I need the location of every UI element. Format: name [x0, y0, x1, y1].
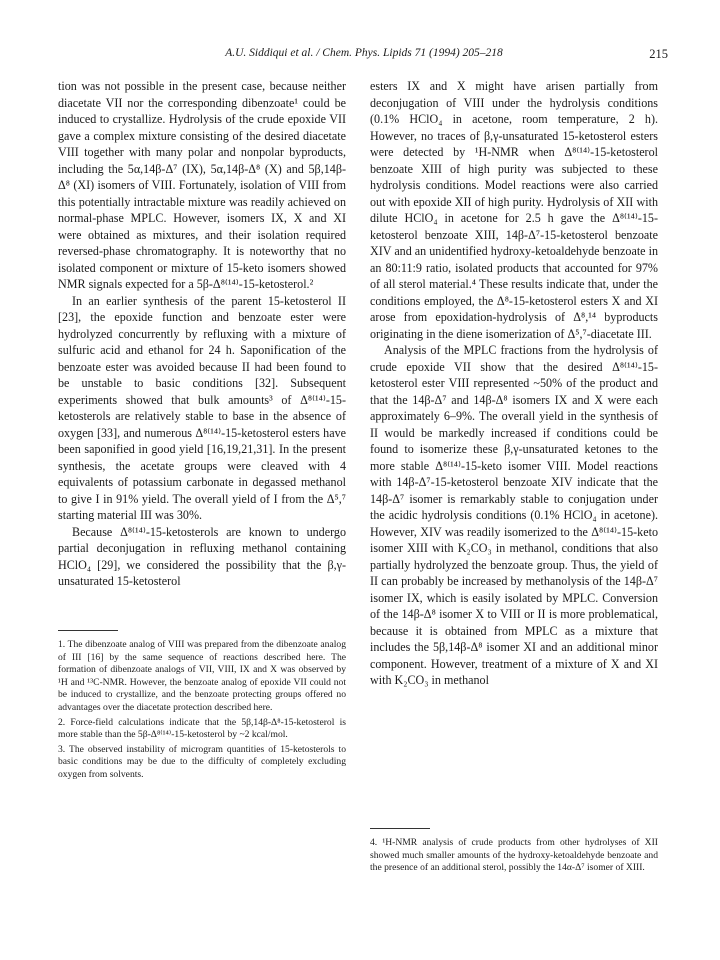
paragraph: esters IX and X might have arisen partially from deconjugation of VIII under the hydrolysis conditions (0.1% HClO₄ in acetone, room temperature, 2 h). However, no traces of β,γ-unsaturated 15-ketosterol esters were detected by ¹H-NMR when Δ⁸⁽¹⁴⁾-15-ketosterol benzoate XIII of high purity was subjected to these hydrolysis conditions. Model reactions were also carried out with epoxide XII of high purity. Hydrolysis of XII with dilute HClO₄ in acetone for 2.5 h gave the Δ⁸⁽¹⁴⁾-15-ketosterol benzoate XIII, 14β-Δ⁷-15-ketosterol benzoate XIV and an unidentified hydroxy-ketoaldehyde benzoate in an 80:11:9 ratio, isolated products that accounted for 97% of all sterol material.⁴ These results indicate that, under the conditions employed, the Δ⁸-15-ketosterol esters X and XI arose from epoxidation-hydrolysis of Δ⁸,¹⁴ byproducts originating in the diene isomerization of Δ⁵,⁷-diacetate III.: [370, 79, 658, 341]
page-header: [60, 47, 668, 65]
left-footnotes: [58, 620, 346, 784]
footnote-rule: [58, 630, 118, 631]
right-column: [370, 78, 658, 689]
footnote-rule: [370, 828, 430, 829]
paragraph: Because Δ⁸⁽¹⁴⁾-15-ketosterols are known to undergo partial deconjugation in refluxing methanol containing HClO₄ [29], we considered the possibility that the β,γ-unsaturated 15-ketosterol: [58, 524, 346, 588]
page-number: 215: [649, 47, 668, 61]
paragraph: tion was not possible in the present case, because neither diacetate VII nor the corresponding dibenzoate¹ could be induced to crystallize. Hydrolysis of the crude epoxide VII gave a complex mixture consisting of the desired diacetate VIII together with many polar and nonpolar byproducts, including the 5α,14β-Δ⁷ (IX), 5α,14β-Δ⁸ (X) and 5β,14β-Δ⁸ (XI) isomers of VIII. Fortunately, isolation of VIII from this potentially intractable mixture was readily achieved on normal-phase MPLC. However, isomers IX, X and XI were obtained as mixtures, and their isolation required reversed-phase chromatography. It is noteworthy that no isolated component or mixture of 15-keto isomers showed NMR signals expected for a 5β-Δ⁸⁽¹⁴⁾-15-ketosterol.²: [58, 79, 346, 291]
left-column-body: [58, 78, 346, 590]
left-column: [58, 78, 346, 590]
paragraph: Analysis of the MPLC fractions from the hydrolysis of crude epoxide VII show that the desired Δ⁸⁽¹⁴⁾-15-ketosterol ester VIII represented ~50% of the product and that the 14β-Δ⁷ and 14β-Δ⁸ isomers IX and X were each approximately 6–9%. The overall yield in the synthesis of II would be markedly increased if conditions could be found to isomerize these β,γ-unsaturated ketones to the more stable Δ⁸⁽¹⁴⁾-15-keto isomer VIII. Model reactions with 14β-Δ⁷-15-ketosterol benzoate XIV indicate that the 14β-Δ⁷ isomer is remarkably stable to conjugation under the acidic hydrolysis conditions (0.1% HClO₄ in acetone). However, XIV was readily isomerized to the Δ⁸⁽¹⁴⁾-15-keto isomer XIII with K₂CO₃ in methanol, conditions that also partially hydrolyzed the benzoate group. Thus, the yield of II can probably be increased by methanolysis of the 14β-Δ⁷ isomer IX, which is easily isolated by MPLC. Conversion of the 14β-Δ⁸ isomer X to VIII or II is more problematical, because it is obtained from MPLC as a mixture that includes the 5β,14β-Δ⁸ isomer XI and an additional minor component. However, treatment of a mixture of X and XI with K₂CO₃ in methanol: [370, 343, 658, 687]
footnote: 3. The observed instability of microgram quantities of 15-ketosterols to basic conditions may be due to the difficulty of completely excluding oxygen from solvents.: [58, 743, 346, 780]
footnote: 2. Force-field calculations indicate that the 5β,14β-Δ⁸-15-ketosterol is more stable than the 5β-Δ⁸⁽¹⁴⁾-15-ketosterol by ~2 kcal/mol.: [58, 716, 346, 741]
footnote: 1. The dibenzoate analog of VIII was prepared from the dibenzoate analog of III [16] by the same sequence of reactions described here. The formation of dibenzoate analogs of VII, VIII, IX and X was observed by ¹H and ¹³C-NMR. However, the benzoate analog of epoxide VII could not be induced to crystallize, and the benzoate protecting groups offered no advantages over the diacetate protection described here.: [58, 639, 346, 713]
paragraph: In an earlier synthesis of the parent 15-ketosterol II [23], the epoxide function and benzoate ester were hydrolyzed concurrently by refluxing with a mixture of sulfuric acid and ethanol for 24 h. Saponification of the benzoate ester was avoided because II had been found to be unstable to basic conditions [32]. Subsequent experiments showed that bulk amounts³ of Δ⁸⁽¹⁴⁾-15-ketosterols are relatively stable to base in the absence of oxygen [33], and numerous Δ⁸⁽¹⁴⁾-15-ketosterol esters have been saponified in good yield [16,19,21,31]. In the present synthesis, the acetate groups were cleaved with 4 equivalents of potassium carbonate in degassed methanol to give I in 91% yield. The overall yield of I from the Δ⁵,⁷ starting material III was 30%.: [58, 293, 346, 522]
footnote: 4. ¹H-NMR analysis of crude products from other hydrolyses of XII showed much smaller amounts of the hydroxy-ketoaldehyde benzoate and the presence of an additional sterol, possibly the 14α-Δ⁷ isomer of XIII.: [370, 837, 658, 874]
right-column-body: [370, 78, 658, 689]
right-footnotes: [370, 818, 658, 877]
running-title: A.U. Siddiqui et al. / Chem. Phys. Lipids 71 (1994) 205–218: [225, 47, 503, 59]
